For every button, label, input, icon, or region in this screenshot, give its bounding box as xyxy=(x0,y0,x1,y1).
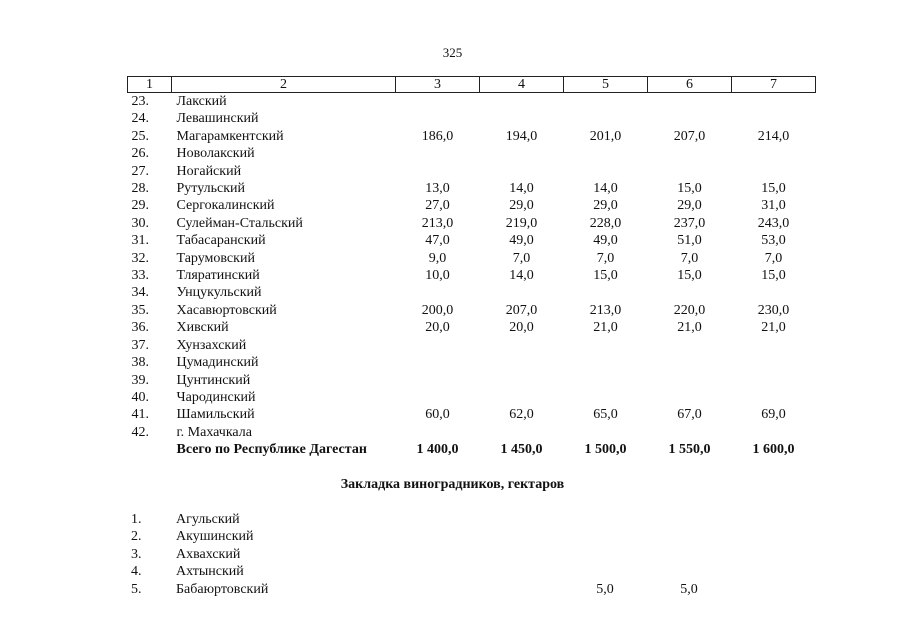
table-cell: Хивский xyxy=(176,320,229,336)
table-cell: Тарумовский xyxy=(176,250,255,266)
table-cell: 37. xyxy=(131,337,149,353)
table-cell: 7,0 xyxy=(596,250,615,266)
table-row xyxy=(128,354,816,371)
table-cell xyxy=(731,528,815,545)
table-cell: 35. xyxy=(131,302,149,318)
table-cell: 21,0 xyxy=(593,320,618,336)
table-cell: Унцукульский xyxy=(176,285,262,301)
table-cell: Бабаюртовский xyxy=(176,581,269,597)
data-table xyxy=(127,76,816,459)
table-cell xyxy=(480,424,564,441)
table-cell xyxy=(395,581,479,598)
table-cell xyxy=(564,337,648,354)
table-cell xyxy=(732,284,816,301)
table-row xyxy=(128,337,816,354)
table-cell xyxy=(732,93,816,111)
table-cell xyxy=(564,93,648,111)
table-cell xyxy=(648,110,732,127)
table-cell: 15,0 xyxy=(677,181,702,197)
table-cell xyxy=(563,546,647,563)
table-cell xyxy=(732,163,816,180)
page-number: 325 xyxy=(442,45,463,60)
table-cell xyxy=(563,511,647,528)
table-row xyxy=(128,163,816,180)
table-row xyxy=(128,232,816,249)
table-cell: Магарамкентский xyxy=(176,128,284,144)
table-cell: 186,0 xyxy=(421,128,454,144)
table-cell: Новолакский xyxy=(176,146,255,162)
column-header: 4 xyxy=(480,77,564,93)
table-cell xyxy=(396,93,480,111)
table-cell: 14,0 xyxy=(593,181,618,197)
table-row xyxy=(128,250,816,267)
table-cell: Сергокалинский xyxy=(176,198,275,214)
table-cell xyxy=(395,528,479,545)
column-header: 7 xyxy=(732,77,816,93)
table-cell: 5. xyxy=(131,581,142,597)
table-cell: 21,0 xyxy=(677,320,702,336)
column-header: 6 xyxy=(648,77,732,93)
table-row xyxy=(128,389,816,406)
table-cell: 7,0 xyxy=(512,250,531,266)
table-cell: 2. xyxy=(131,529,142,545)
table-cell xyxy=(480,145,564,162)
table-cell: 20,0 xyxy=(425,320,450,336)
table-cell: Рутульский xyxy=(176,181,245,197)
table-cell: Шамильский xyxy=(176,407,255,423)
table-cell xyxy=(732,337,816,354)
table-cell xyxy=(648,372,732,389)
table-cell: 20,0 xyxy=(509,320,534,336)
table-cell: 39. xyxy=(131,372,149,388)
table-cell xyxy=(396,354,480,371)
table-row xyxy=(127,511,815,528)
table-cell: 7,0 xyxy=(764,250,783,266)
table-cell: 29,0 xyxy=(677,198,702,214)
table-cell: 27,0 xyxy=(425,198,450,214)
table-cell xyxy=(563,528,647,545)
table-cell xyxy=(648,284,732,301)
table-cell xyxy=(479,581,563,598)
table-cell: 36. xyxy=(131,320,149,336)
table-cell: 13,0 xyxy=(425,181,450,197)
table-cell: 27. xyxy=(131,163,149,179)
table-cell xyxy=(480,337,564,354)
table-cell: 62,0 xyxy=(509,407,534,423)
table-cell: Хасавюртовский xyxy=(176,302,277,318)
table-cell: 1 400,0 xyxy=(416,442,459,458)
table-cell: 213,0 xyxy=(589,302,622,318)
column-header: 1 xyxy=(128,77,172,93)
table-cell: 15,0 xyxy=(761,268,786,284)
table-row xyxy=(127,581,815,598)
table-cell xyxy=(479,546,563,563)
table-cell xyxy=(732,372,816,389)
table-cell: 38. xyxy=(131,355,149,371)
table-cell xyxy=(480,372,564,389)
table-cell: 15,0 xyxy=(593,268,618,284)
section-title: Закладка виноградников, гектаров xyxy=(340,477,565,492)
table-cell xyxy=(648,93,732,111)
table-cell: 49,0 xyxy=(509,233,534,249)
table-cell xyxy=(396,284,480,301)
table-row xyxy=(127,546,815,563)
table-cell xyxy=(479,528,563,545)
table-cell: 31. xyxy=(131,233,149,249)
table-cell xyxy=(396,163,480,180)
table-cell: 1 550,0 xyxy=(668,442,711,458)
table-cell: 15,0 xyxy=(761,181,786,197)
table-cell xyxy=(396,372,480,389)
table-cell xyxy=(396,145,480,162)
table-cell: 29. xyxy=(131,198,149,214)
table-row xyxy=(128,372,816,389)
table-cell xyxy=(564,424,648,441)
table-cell xyxy=(731,511,815,528)
table-cell: Цунтинский xyxy=(176,372,251,388)
table-cell xyxy=(648,163,732,180)
table-cell: 40. xyxy=(131,389,149,405)
table-cell xyxy=(648,145,732,162)
table-cell: Ахвахский xyxy=(176,546,241,562)
table-cell: г. Махачкала xyxy=(176,424,252,440)
table-cell xyxy=(480,110,564,127)
table-cell xyxy=(647,563,731,580)
table-cell: 26. xyxy=(131,146,149,162)
table-cell: 21,0 xyxy=(761,320,786,336)
table-cell: 31,0 xyxy=(761,198,786,214)
table-row xyxy=(128,128,816,145)
table-cell xyxy=(732,389,816,406)
table-cell: 214,0 xyxy=(757,128,790,144)
table-row xyxy=(128,197,816,214)
column-header: 2 xyxy=(172,77,396,93)
table-cell xyxy=(564,284,648,301)
total-row xyxy=(128,441,816,458)
table-cell xyxy=(396,389,480,406)
vineyard-table xyxy=(127,511,815,598)
table-cell: 1 500,0 xyxy=(584,442,627,458)
table-cell: 32. xyxy=(131,250,149,266)
table-cell: 15,0 xyxy=(677,268,702,284)
table-cell: 200,0 xyxy=(421,302,454,318)
table-cell: 3. xyxy=(131,546,142,562)
table-cell: 10,0 xyxy=(425,268,450,284)
table-cell xyxy=(564,163,648,180)
table-cell xyxy=(647,511,731,528)
table-cell: 219,0 xyxy=(505,215,538,231)
table-cell xyxy=(648,354,732,371)
table-cell: Всего по Республике Дагестан xyxy=(176,442,367,458)
table-cell xyxy=(396,110,480,127)
table-cell: 34. xyxy=(131,285,149,301)
table-cell: 67,0 xyxy=(677,407,702,423)
table-row xyxy=(128,215,816,232)
column-header: 3 xyxy=(396,77,480,93)
table-cell xyxy=(480,389,564,406)
table-cell: 228,0 xyxy=(589,215,622,231)
table-row xyxy=(128,284,816,301)
table-cell xyxy=(564,372,648,389)
table-cell xyxy=(564,110,648,127)
table-cell: Тляратинский xyxy=(176,268,260,284)
table-cell: 243,0 xyxy=(757,215,790,231)
table-cell: Хунзахский xyxy=(176,337,247,353)
table-cell xyxy=(396,337,480,354)
table-cell: 30. xyxy=(131,215,149,231)
table-cell: 1 450,0 xyxy=(500,442,543,458)
table-cell: 29,0 xyxy=(593,198,618,214)
table-cell xyxy=(732,354,816,371)
table-cell: 65,0 xyxy=(593,407,618,423)
table-cell xyxy=(563,563,647,580)
table-cell xyxy=(731,546,815,563)
table-cell: 28. xyxy=(131,181,149,197)
table-cell xyxy=(731,581,815,598)
table-cell: 1 600,0 xyxy=(752,442,795,458)
table-cell: 29,0 xyxy=(509,198,534,214)
table-cell xyxy=(564,389,648,406)
table-cell: 25. xyxy=(131,128,149,144)
table-cell xyxy=(395,511,479,528)
table-cell: 194,0 xyxy=(505,128,538,144)
table-cell xyxy=(731,563,815,580)
table-cell xyxy=(396,424,480,441)
table-cell xyxy=(128,441,172,458)
table-cell: 9,0 xyxy=(428,250,447,266)
table-cell: Ахтынский xyxy=(176,564,244,580)
table-row xyxy=(127,528,815,545)
table-cell: 69,0 xyxy=(761,407,786,423)
table-row xyxy=(128,406,816,423)
table-cell: Табасаранский xyxy=(176,233,266,249)
table-row xyxy=(128,424,816,441)
table-cell: 53,0 xyxy=(761,233,786,249)
table-row xyxy=(128,319,816,336)
table-cell: 230,0 xyxy=(757,302,790,318)
table-row xyxy=(128,93,816,111)
table-cell xyxy=(395,563,479,580)
table-cell xyxy=(564,145,648,162)
table-cell: 207,0 xyxy=(505,302,538,318)
table-cell: 42. xyxy=(131,424,149,440)
table-cell: Чародинский xyxy=(176,389,256,405)
table-cell: 51,0 xyxy=(677,233,702,249)
table-cell: 220,0 xyxy=(673,302,706,318)
vineyard-table-body xyxy=(127,511,815,598)
table-cell: 201,0 xyxy=(589,128,622,144)
table-cell: Ногайский xyxy=(176,163,242,179)
table-cell: 60,0 xyxy=(425,407,450,423)
table-cell: 41. xyxy=(131,407,149,423)
table-cell xyxy=(647,528,731,545)
table-cell xyxy=(647,546,731,563)
table-cell: Цумадинский xyxy=(176,355,259,371)
table-cell: 213,0 xyxy=(421,215,454,231)
table-cell: 14,0 xyxy=(509,268,534,284)
table-cell: Агульский xyxy=(176,512,240,527)
table-cell xyxy=(480,93,564,111)
table-row xyxy=(128,302,816,319)
table-cell: 1. xyxy=(131,512,142,527)
table-cell: 47,0 xyxy=(425,233,450,249)
table-body xyxy=(128,77,816,459)
table-row xyxy=(127,563,815,580)
table-cell: 33. xyxy=(131,268,149,284)
table-cell: Левашинский xyxy=(176,111,259,127)
table-cell: 5,0 xyxy=(596,581,614,597)
table-cell: 23. xyxy=(131,94,149,109)
table-cell: Сулейман-Стальский xyxy=(176,215,303,231)
table-row xyxy=(128,110,816,127)
table-cell xyxy=(732,424,816,441)
table-cell xyxy=(564,354,648,371)
table-cell xyxy=(395,546,479,563)
table-cell xyxy=(480,163,564,180)
table-cell xyxy=(480,284,564,301)
table-cell: 5,0 xyxy=(680,581,698,597)
table-cell: Лакский xyxy=(176,94,227,109)
table-row xyxy=(128,267,816,284)
table-cell: 7,0 xyxy=(680,250,699,266)
table-cell: 24. xyxy=(131,111,149,127)
table-cell xyxy=(732,110,816,127)
table-cell xyxy=(732,145,816,162)
table-cell: 207,0 xyxy=(673,128,706,144)
column-header: 5 xyxy=(564,77,648,93)
table-cell: Акушинский xyxy=(176,529,254,545)
table-row xyxy=(128,145,816,162)
table-cell xyxy=(480,354,564,371)
table-cell xyxy=(479,563,563,580)
table-cell xyxy=(648,389,732,406)
table-cell: 49,0 xyxy=(593,233,618,249)
table-cell: 14,0 xyxy=(509,181,534,197)
table-cell xyxy=(648,424,732,441)
table-cell xyxy=(648,337,732,354)
table-row xyxy=(128,180,816,197)
table-cell xyxy=(479,511,563,528)
table-cell: 237,0 xyxy=(673,215,706,231)
table-cell: 4. xyxy=(131,564,142,580)
table-header-row xyxy=(128,77,816,93)
